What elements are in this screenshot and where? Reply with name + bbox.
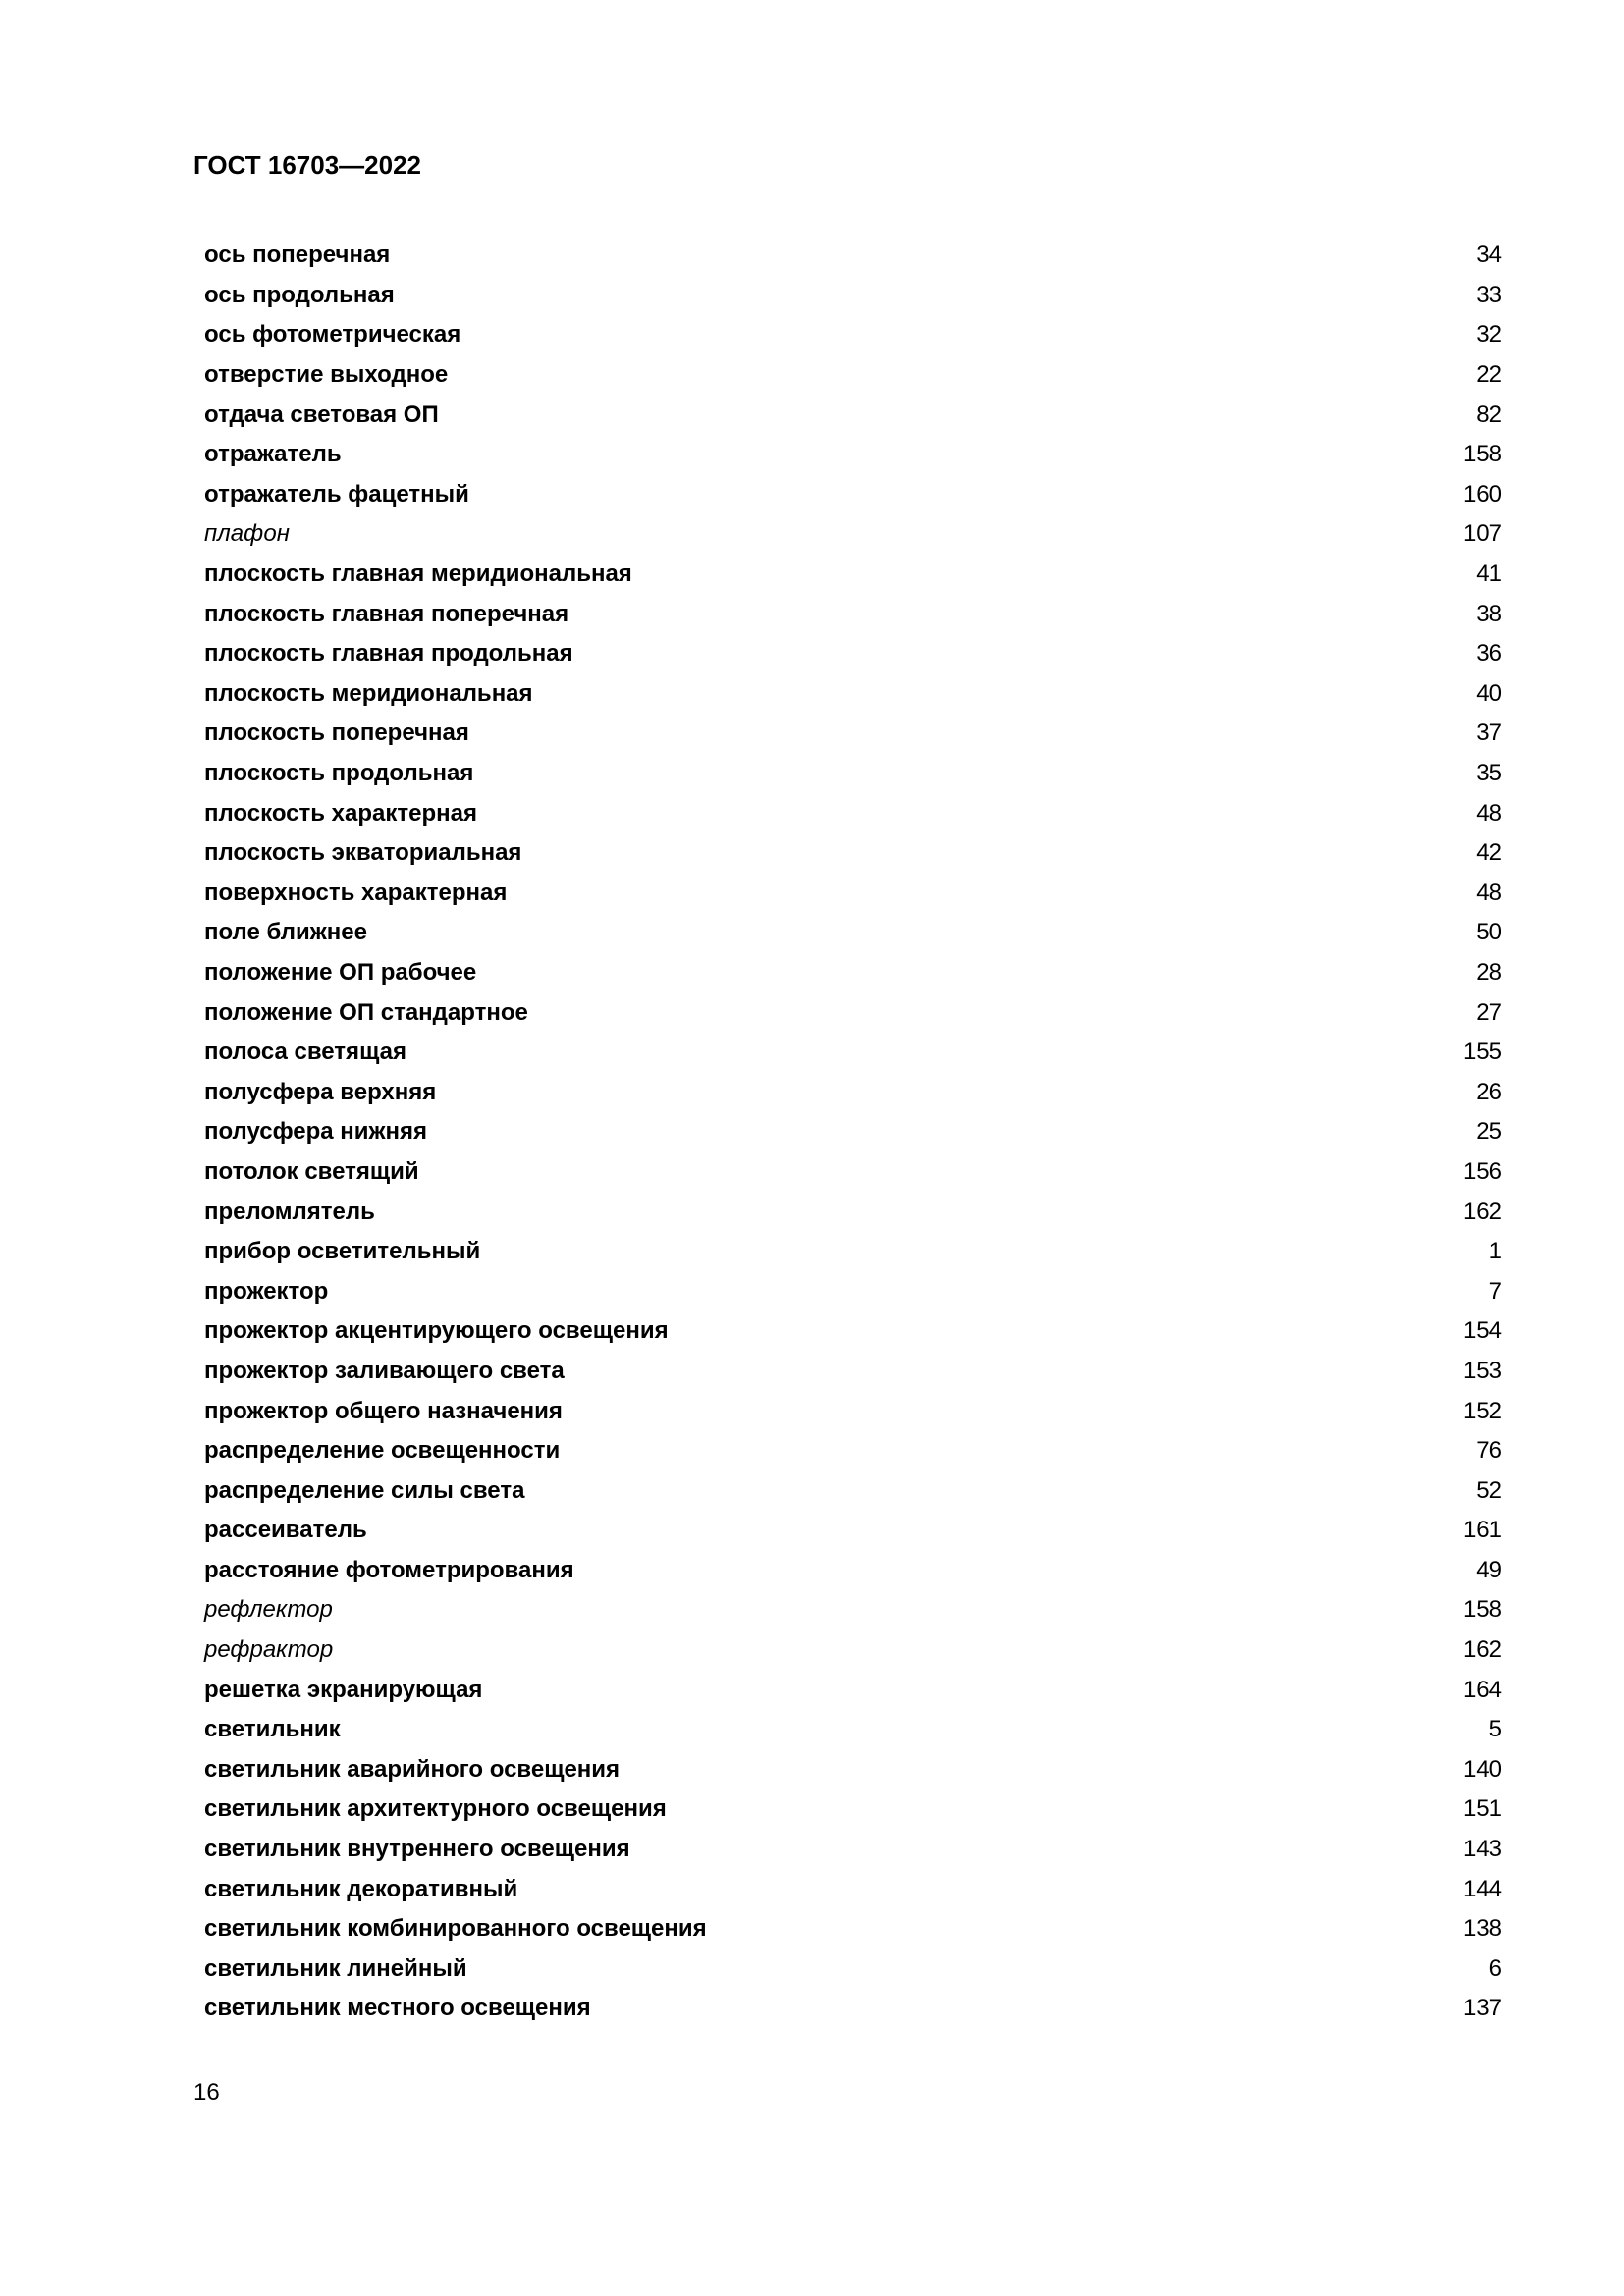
index-row (204, 992, 1502, 1033)
index-row (204, 913, 1502, 953)
index-term: полоса светящая (204, 1039, 406, 1066)
index-term: ось продольная (204, 281, 395, 308)
index-row (204, 555, 1502, 595)
index-row (204, 1869, 1502, 1909)
index-term: поле ближнее (204, 919, 367, 946)
index-page-ref: 37 (1476, 720, 1502, 747)
index-row (204, 355, 1502, 396)
index-row (204, 475, 1502, 515)
index-term: прожектор общего назначения (204, 1397, 563, 1424)
index-row (204, 674, 1502, 715)
index-term: полусфера верхняя (204, 1078, 437, 1105)
index-row (204, 754, 1502, 794)
index-page-ref: 42 (1476, 839, 1502, 867)
index-row (204, 315, 1502, 355)
index-row (204, 1072, 1502, 1112)
index-page-ref: 48 (1476, 799, 1502, 827)
index-page-ref: 161 (1462, 1517, 1502, 1544)
index-page-ref: 48 (1476, 879, 1502, 906)
index-row (204, 1033, 1502, 1073)
index-page-ref: 164 (1462, 1676, 1502, 1703)
index-row (204, 1352, 1502, 1392)
page-number: 16 (193, 2079, 220, 2106)
index-page-ref: 162 (1462, 1636, 1502, 1664)
index-row (204, 1311, 1502, 1352)
index-term: светильник линейный (204, 1954, 467, 1982)
index-row (204, 1949, 1502, 1990)
index-term: плоскость характерная (204, 799, 478, 827)
index-page-ref: 153 (1462, 1357, 1502, 1384)
index-page-ref: 34 (1476, 241, 1502, 269)
index-row (204, 1112, 1502, 1152)
index-row (204, 1152, 1502, 1193)
index-page-ref: 5 (1489, 1716, 1502, 1743)
index-row (204, 1470, 1502, 1511)
index-term: рефлектор (204, 1596, 333, 1624)
index-page-ref: 52 (1476, 1476, 1502, 1504)
index-row (204, 1511, 1502, 1551)
index-page-ref: 50 (1476, 919, 1502, 946)
index-term: отверстие выходное (204, 361, 449, 389)
index-page-ref: 1 (1489, 1238, 1502, 1265)
index-term: светильник местного освещения (204, 1995, 591, 2022)
index-page-ref: 6 (1489, 1954, 1502, 1982)
index-page-ref: 151 (1462, 1795, 1502, 1823)
index-row (204, 1551, 1502, 1591)
index-term: плафон (204, 520, 290, 548)
index-row (204, 594, 1502, 634)
index-term: светильник архитектурного освещения (204, 1795, 667, 1823)
index-page-ref: 28 (1476, 958, 1502, 986)
index-row (204, 236, 1502, 276)
index-row (204, 1391, 1502, 1431)
index-term: прожектор акцентирующего освещения (204, 1317, 669, 1345)
index-row (204, 1710, 1502, 1750)
index-term: плоскость главная поперечная (204, 600, 569, 627)
index-term: плоскость главная продольная (204, 640, 573, 667)
index-term: потолок светящий (204, 1157, 419, 1185)
index-term: рефрактор (204, 1636, 334, 1664)
index-page-ref: 49 (1476, 1556, 1502, 1583)
index-row (204, 1989, 1502, 2029)
index-page-ref: 32 (1476, 321, 1502, 348)
index-row (204, 1232, 1502, 1272)
index-term: прибор осветительный (204, 1238, 481, 1265)
index-page-ref: 143 (1462, 1836, 1502, 1863)
index-row (204, 276, 1502, 316)
index-page-ref: 33 (1476, 281, 1502, 308)
index-row (204, 1271, 1502, 1311)
index-page-ref: 25 (1476, 1118, 1502, 1146)
index-term: прожектор (204, 1277, 329, 1305)
index-term: полусфера нижняя (204, 1118, 428, 1146)
index-term: светильник комбинированного освещения (204, 1915, 707, 1943)
index-row (204, 1590, 1502, 1630)
index-term: плоскость экваториальная (204, 839, 522, 867)
index-term: распределение силы света (204, 1476, 525, 1504)
index-term: прожектор заливающего света (204, 1357, 565, 1384)
index-term: преломлятель (204, 1198, 375, 1225)
index-term: отражатель фацетный (204, 480, 469, 507)
index-row (204, 395, 1502, 435)
index-term: ось фотометрическая (204, 321, 461, 348)
index-term: светильник (204, 1716, 341, 1743)
index-term: светильник аварийного освещения (204, 1755, 621, 1783)
index-page-ref: 40 (1476, 679, 1502, 707)
index-page-ref: 155 (1462, 1039, 1502, 1066)
index-row (204, 634, 1502, 674)
index-page-ref: 107 (1462, 520, 1502, 548)
index-term: ось поперечная (204, 241, 391, 269)
index-page-ref: 26 (1476, 1078, 1502, 1105)
index-row (204, 1630, 1502, 1671)
index-row (204, 435, 1502, 475)
index-page-ref: 7 (1489, 1277, 1502, 1305)
index-term: отражатель (204, 441, 342, 468)
index-row (204, 514, 1502, 555)
index-term: отдача световая ОП (204, 400, 439, 428)
index-page-ref: 38 (1476, 600, 1502, 627)
index-term: светильник декоративный (204, 1875, 518, 1902)
index-page-ref: 41 (1476, 561, 1502, 588)
index-term: положение ОП стандартное (204, 998, 528, 1026)
index-term: плоскость поперечная (204, 720, 469, 747)
index-row (204, 714, 1502, 754)
index-term: решетка экранирующая (204, 1676, 483, 1703)
index-term: распределение освещенности (204, 1437, 561, 1465)
index-page-ref: 156 (1462, 1157, 1502, 1185)
index-row (204, 1192, 1502, 1232)
index-page-ref: 160 (1462, 480, 1502, 507)
index-term: поверхность характерная (204, 879, 508, 906)
index-term: рассеиватель (204, 1517, 367, 1544)
index-page-ref: 27 (1476, 998, 1502, 1026)
index-term: светильник внутреннего освещения (204, 1836, 630, 1863)
index-page-ref: 22 (1476, 361, 1502, 389)
index-row (204, 1830, 1502, 1870)
index-page-ref: 76 (1476, 1437, 1502, 1465)
index-row (204, 1909, 1502, 1949)
index-term: плоскость меридиональная (204, 679, 533, 707)
index-term: плоскость продольная (204, 760, 474, 787)
index-term: плоскость главная меридиональная (204, 561, 632, 588)
index-page-ref: 158 (1462, 441, 1502, 468)
index-term: расстояние фотометрирования (204, 1556, 574, 1583)
index-page-ref: 144 (1462, 1875, 1502, 1902)
index-page-ref: 158 (1462, 1596, 1502, 1624)
document-header: ГОСТ 16703—2022 (193, 150, 421, 180)
index-row (204, 874, 1502, 914)
index-term: положение ОП рабочее (204, 958, 477, 986)
index-page-ref: 35 (1476, 760, 1502, 787)
index-row (204, 833, 1502, 874)
index-row (204, 1670, 1502, 1710)
index-page-ref: 138 (1462, 1915, 1502, 1943)
index-page-ref: 36 (1476, 640, 1502, 667)
index-page-ref: 162 (1462, 1198, 1502, 1225)
index-page-ref: 137 (1462, 1995, 1502, 2022)
index-row (204, 1750, 1502, 1790)
index-page-ref: 82 (1476, 400, 1502, 428)
alphabetical-index (204, 236, 1502, 2029)
index-row (204, 1789, 1502, 1830)
index-row (204, 793, 1502, 833)
index-page-ref: 140 (1462, 1755, 1502, 1783)
index-page-ref: 154 (1462, 1317, 1502, 1345)
index-page-ref: 152 (1462, 1397, 1502, 1424)
index-row (204, 1431, 1502, 1471)
index-row (204, 953, 1502, 993)
